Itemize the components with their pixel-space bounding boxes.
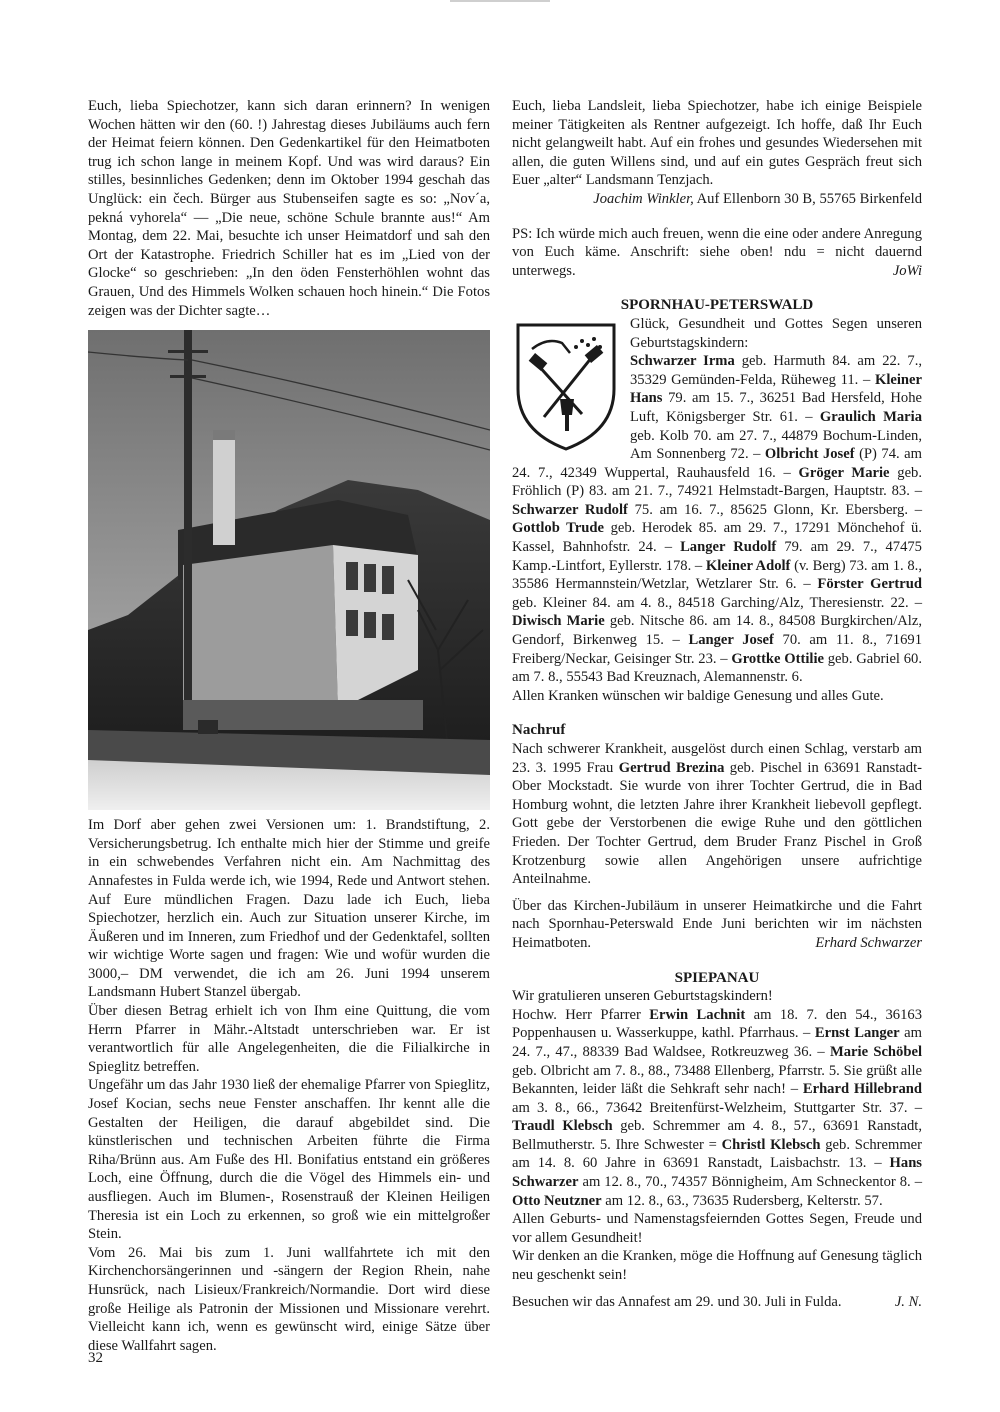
paragraph-receipt: Über diesen Betrag erhielt ich von Ihm eine Quittung, die vom Herrn Pfarrer in Mähr.-Altstadt unterschrieben war. Er ist verantwortlich für alle Angelegenheiten, die die Filialkirche in Spieglitz betreffen. [88, 1003, 490, 1075]
author-name: Joachim Winkler, [593, 190, 694, 207]
spornhau-entry: Langer Josef 70. am 11. 8., 71691 Freiberg/Neckar, Geisinger Str. 23. – [512, 632, 922, 667]
top-edge-mark [450, 0, 550, 2]
spiepanau-entries [512, 1006, 922, 1211]
school-ruin-photo [88, 330, 490, 810]
spornhau-entry: Gottlob Trude geb. Herodek 85. am 29. 7., 17291 Mönchehof ü. Kassel, Bahnhofstr. 24. – [512, 520, 922, 556]
spornhau-entry: Olbricht Josef (P) 74. am 24. 7., 42349 Wuppertal, Rauhausfeld 16. – [512, 446, 922, 481]
paragraph-ps [512, 225, 922, 281]
left-column [88, 97, 490, 1355]
spiepanau-wish-blessing: Allen Geburts- und Namenstagsfeiernden Gottes Segen, Freude und vor allem Gesundheit! [512, 1211, 922, 1246]
nachruf-title: Nachruf [512, 722, 566, 739]
spiepanau-entry: Hochw. Herr Pfarrer Erwin Lachnit am 18. 7. den 54., 36163 Poppenhausen u. Wasserkuppe, kathl. Pfarrhaus. – [512, 1006, 922, 1042]
spornhau-intro: Glück, Gesundheit und Gottes Segen unseren Geburtstagskindern: [630, 315, 922, 351]
section-spornhau [512, 315, 922, 687]
spiepanau-entry: Marie Schöbel geb. Olbricht am 7. 8., 88., 73488 Ellenberg, Pfarrstr. 5. Sie grüßt alle Bekannten, leider läßt die Sehkraft sehr nach! – [512, 1043, 922, 1098]
spornhau-entry: Grottke Ottilie geb. Gabriel 60. am 7. 8., 55543 Bad Kreuznach, Alemannenstr. 6. [512, 650, 922, 686]
paragraph-versions: Im Dorf aber gehen zwei Versionen um: 1. Brandstiftung, 2. Versicherungsbetrug. Ich enthalte mich hier der Stimme und greife in ein schwebendes Verfahren nicht ein. Am Nachmittag des Annafestes in Fulda werde ich, wie 1994, Rede und Antwort stehen. Auf Eure mündlichen Fragen. Dazu lade ich Euch, lieba Spiechotzer, herzlich ein. Auch zur Situation unserer Kirche, im Äußeren und im Inneren, zum Friedhof und der Gedenktafel, sollten wir wichtige Worte sagen und fragen: Wie und wofür wurden die 3000,– DM verwendet, die ich am 26. Juni 1994 unserem Landsmann Hubert Stanzel übergab. [88, 817, 490, 1001]
spornhau-entry: Kleiner Adolf (v. Berg) 73. am 1. 8., 35586 Hermannstein/Wetzlar, Wetzlarer Str. 6. – [512, 557, 922, 593]
spornhau-entry: Kleiner Hans 79. am 15. 7., 36251 Bad Hersfeld, Hohe Luft, Königsberger Str. 61. – [630, 371, 922, 425]
spiepanau-entry: Ernst Langer am 24. 7., 47., 88339 Bad Waldsee, Rotkreuzweg 36. – [512, 1025, 922, 1060]
paragraph-windows: Ungefähr um das Jahr 1930 ließ der ehemalige Pfarrer von Spieglitz, Josef Kocian, sechs neue Fenster anschaffen. Ihr kennt alle die Gestalten der Heiligen, die darauf abgebildet sind. Die künstlerischen und technischen Arbeiten führte die Firma Riha/Brünn aus. Am Fuße des Hl. Bonifatius entstand ein größeres Loch, eine Öffnung, durch die die Vögel des Himmels ein- und ausfliegen. Auch im Blumen-, Rosenstrauß der Kleinen Heiligen Theresia ist ein Loch zu erkennen, so groß wie ein mittelgroßer Stein. [88, 1077, 490, 1243]
section-title-spornhau: SPORNHAU-PETERSWALD [620, 297, 814, 314]
spornhau-outro: Allen Kranken wünschen wir baldige Genesung und alles Gute. [512, 687, 884, 704]
spornhau-entry: Schwarzer Irma geb. Harmuth 84. am 22. 7., 35329 Gemünden-Felda, Rüheweg 11. – [630, 353, 922, 388]
paragraph-intro: Euch, lieba Spiechotzer, kann sich daran erinnern? In wenigen Wochen hätten wir den (60. !) Jahrestag dieses Jubiläums auch fern der Heimat feiern können. Den Gedenkartikel für den Heimatboten trug ich schon lange in meinem Kopf. Und was wird daraus? Ein stilles, besinnliches Gedenken; denn im Oktober 1994 geschah das Unglück: ein čech. Bürger aus Stubenseifen sagte es so: „Nov´a, pekná vyhorela“ — „Die neue, schöne Schule brannte aus!“ Am Montag, dem 22. Mai, besuchte ich unser Heimatdorf und sah den Ort der Katastrophe. Friedrich Schiller hat es im „Lied von der Glocke“ so geschrieben: „In den öden Fensterhöhlen wohnt das Grauen, Und des Himmels Wolken schauen hoch hinein.“ Die Fotos zeigen was der Dichter sagte… [88, 98, 490, 319]
spiepanau-entry: Erhard Hillebrand am 3. 8., 66., 73642 Breitenfürst-Welzheim, Stuttgarter Str. 37. – [512, 1081, 922, 1116]
spornhau-entry: Förster Gertrud geb. Kleiner 84. am 4. 8., 84518 Garching/Alz, Theresienstr. 22. – [512, 576, 922, 611]
coat-of-arms-icon [512, 319, 620, 453]
spiepanau-wish-sick: Wir denken an die Kranken, möge die Hoffnung auf Genesung täglich neu geschenkt sein! [512, 1248, 922, 1284]
nachruf-text: Nach schwerer Krankheit, ausgelöst durch einen Schlag, verstarb am 23. 3. 1995 Frau Gertrud Brezina geb. Pischel in 63691 Ranstadt-Ober Mockstadt. Sie wurde von ihrer Tochter Gertrud, die in Bad Homburg wohnt, die letzten Jahre ihrer Krankheit liebevoll gepflegt. Gott gebe der Verstorbenen die ewige Ruhe und den göttlichen Frieden. Der Tochter Gertrud, dem Bruder Franz Pischel in Groß Krotzenburg sowie allen Angehörigen unsere aufrichtige Anteilnahme. [512, 741, 922, 888]
right-column [512, 97, 922, 1311]
spiepanau-signature: J. N. [894, 1293, 922, 1310]
ps-signature: JoWi [892, 262, 922, 279]
spiepanau-outro: Besuchen wir das Annafest am 29. und 30. Juli in Fulda. J. N. [512, 1293, 922, 1310]
spornhau-entry: Diwisch Marie geb. Nitsche 86. am 14. 8., 84508 Burgkirchen/Alz, Gendorf, Birkenweg 15. – [512, 613, 922, 649]
ps-text: PS: Ich würde mich auch freuen, wenn die eine oder andere Anregung von Euch käme. Anschrift: siehe oben! ndu = nicht dauernd unterwegs. [512, 225, 922, 279]
spornhau-entry: Graulich Maria geb. Kolb 70. am 27. 7., 44879 Bochum-Linden, Am Sonnenberg 72. – [630, 408, 922, 463]
paragraph-closing: Euch, lieba Landsleit, lieba Spiechotzer, habe ich einige Beispiele meiner Tätigkeiten als Rentner aufgezeigt. Ich hoffe, daß Ihr Euch nicht gelangweilt habt. Auf ein frohes und gesundes Wiedersehen mit allen, die guten Willens sind, und auf ein gutes Gespräch freut sich Euer „alter“ Landsmann Tenzjach. [512, 98, 922, 189]
jubilaeum-signature: Erhard Schwarzer [815, 934, 922, 951]
paragraph-pilgrimage: Vom 26. Mai bis zum 1. Juni wallfahrtete ich mit den Kirchenchorsängerinnen und -sängern der Region Rhein, nahe Hunsrück, nach Lisieux/Frankreich/Normandie. Dort wird diese große Heilige als Patronin der Missionen und Missionare verehrt. Vielleicht kann ich, wenn es gewünscht wird, einige Sätze über diese Wallfahrt sagen. [88, 1244, 490, 1354]
spiepanau-entry: Traudl Klebsch geb. Schremmer am 4. 8., 57., 63691 Ranstadt, Bellmutherstr. 5. Ihre Schwester = [512, 1118, 922, 1153]
author-signature [512, 190, 922, 209]
spiepanau-entry: Hans Schwarzer am 12. 8., 70., 74357 Bönnigheim, Am Schneckentor 8. – [512, 1155, 922, 1191]
spornhau-entry: Schwarzer Rudolf 75. am 16. 7., 85625 Glonn, Kr. Ebersberg. – [512, 501, 922, 518]
spornhau-entry: Langer Rudolf 79. am 29. 7., 47475 Kamp.-Lintfort, Eyllerstr. 178. – [512, 539, 922, 574]
spiepanau-entry: Christl Klebsch geb. Schremmer am 14. 8. 60 Jahre in 63691 Ranstadt, Laisbachstr. 13. – [512, 1136, 923, 1172]
author-address: Auf Ellenborn 30 B, 55765 Birkenfeld [693, 190, 922, 207]
section-title-spiepanau: SPIEPANAU [674, 969, 760, 986]
spornhau-entry: Gröger Marie geb. Fröhlich (P) 83. am 21. 7., 74921 Helmstadt-Bargen, Hauptstr. 83. – [512, 464, 922, 500]
page-number: 32 [88, 1350, 103, 1366]
spiepanau-entry: Otto Neutzner am 12. 8., 63., 73635 Rudersberg, Kelterstr. 57. [512, 1192, 883, 1209]
jubilaeum-text: Über das Kirchen-Jubiläum in unserer Heimatkirche und die Fahrt nach Spornhau-Peterswald Ende Juni berichten wir im nächsten Heimatboten. Erhard Schwarzer [512, 897, 922, 951]
spiepanau-intro: Wir gratulieren unseren Geburtstagskindern! [512, 988, 773, 1005]
